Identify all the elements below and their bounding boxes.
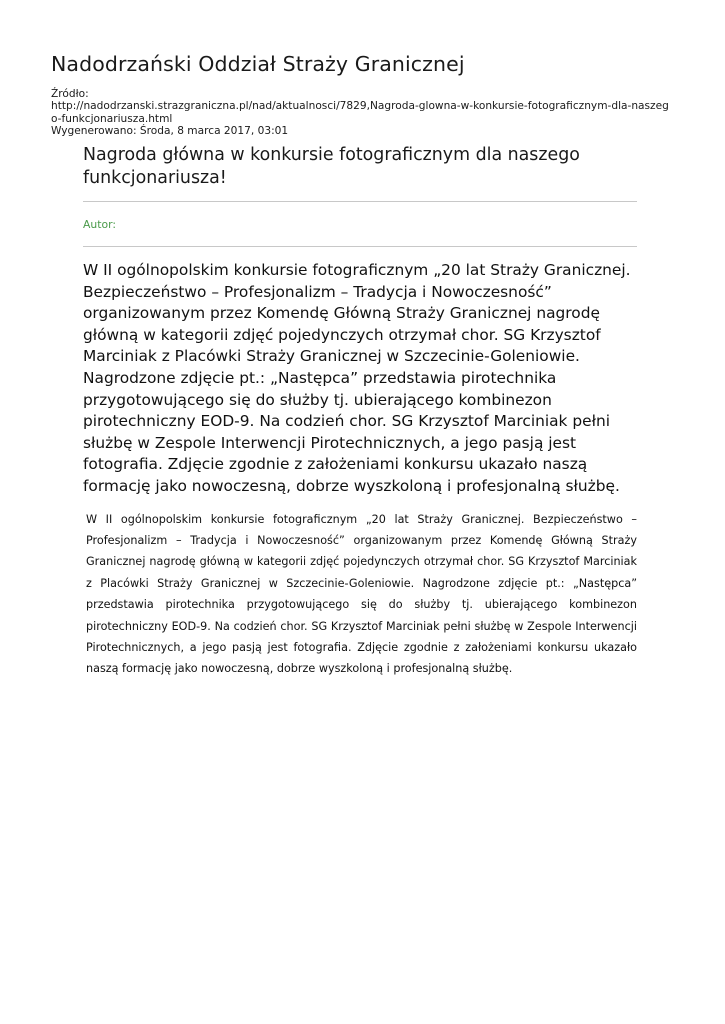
source-label: Źródło: <box>51 88 89 100</box>
article-title: Nagroda główna w konkursie fotograficznym dla naszego funkcjonariusza! <box>83 145 580 188</box>
print-meta <box>51 88 673 138</box>
article-body: W II ogólnopolskim konkursie fotograficznym „20 lat Straży Granicznej. Bezpieczeństwo – Profesjonalizm – Tradycja i Nowoczesność” organizowanym przez Komendę Główną Straży Granicznej nagrodę główną w kategorii zdjęć pojedynczych otrzymał chor. SG Krzysztof Marciniak z Placówki Straży Granicznej w Szczecinie-Goleniowie. Nagrodzone zdjęcie pt.: „Następca” przedstawia pirotechnika przygotowującego się do służby tj. ubierającego kombinezon pirotechniczny EOD-9. Na codzień chor. SG Krzysztof Marciniak pełni służbę w Zespole Interwencji Pirotechnicznych, a jego pasją jest fotografia. Zdjęcie zgodnie z założeniami konkursu ukazało naszą formację jako nowoczesną, dobrze wyszkoloną i profesjonalną służbę. <box>86 512 637 676</box>
author-label: Autor: <box>83 218 116 231</box>
article <box>83 140 637 680</box>
source-url[interactable]: http://nadodrzanski.strazgraniczna.pl/nad/aktualnosci/7829,Nagroda-glowna-w-konkursie-fotograficznym-dla-naszego-funkcjonariusza.html <box>51 100 669 125</box>
generated-timestamp: Wygenerowano: Środa, 8 marca 2017, 03:01 <box>51 125 289 138</box>
site-title: Nadodrzański Oddział Straży Granicznej <box>51 52 465 76</box>
article-lead: W II ogólnopolskim konkursie fotograficznym „20 lat Straży Granicznej. Bezpieczeństwo – Profesjonalizm – Tradycja i Nowoczesność” organizowanym przez Komendę Główną Straży Granicznej nagrodę główną w kategorii zdjęć pojedynczych otrzymał chor. SG Krzysztof Marciniak z Placówki Straży Granicznej w Szczecinie-Goleniowie. Nagrodzone zdjęcie pt.: „Następca” przedstawia pirotechnika przygotowującego się do służby tj. ubierającego kombinezon pirotechniczny EOD-9. Na codzień chor. SG Krzysztof Marciniak pełni służbę w Zespole Interwencji Pirotechnicznych, a jego pasją jest fotografia. Zdjęcie zgodnie z założeniami konkursu ukazało naszą formację jako nowoczesną, dobrze wyszkoloną i profesjonalną służbę. <box>83 261 631 495</box>
